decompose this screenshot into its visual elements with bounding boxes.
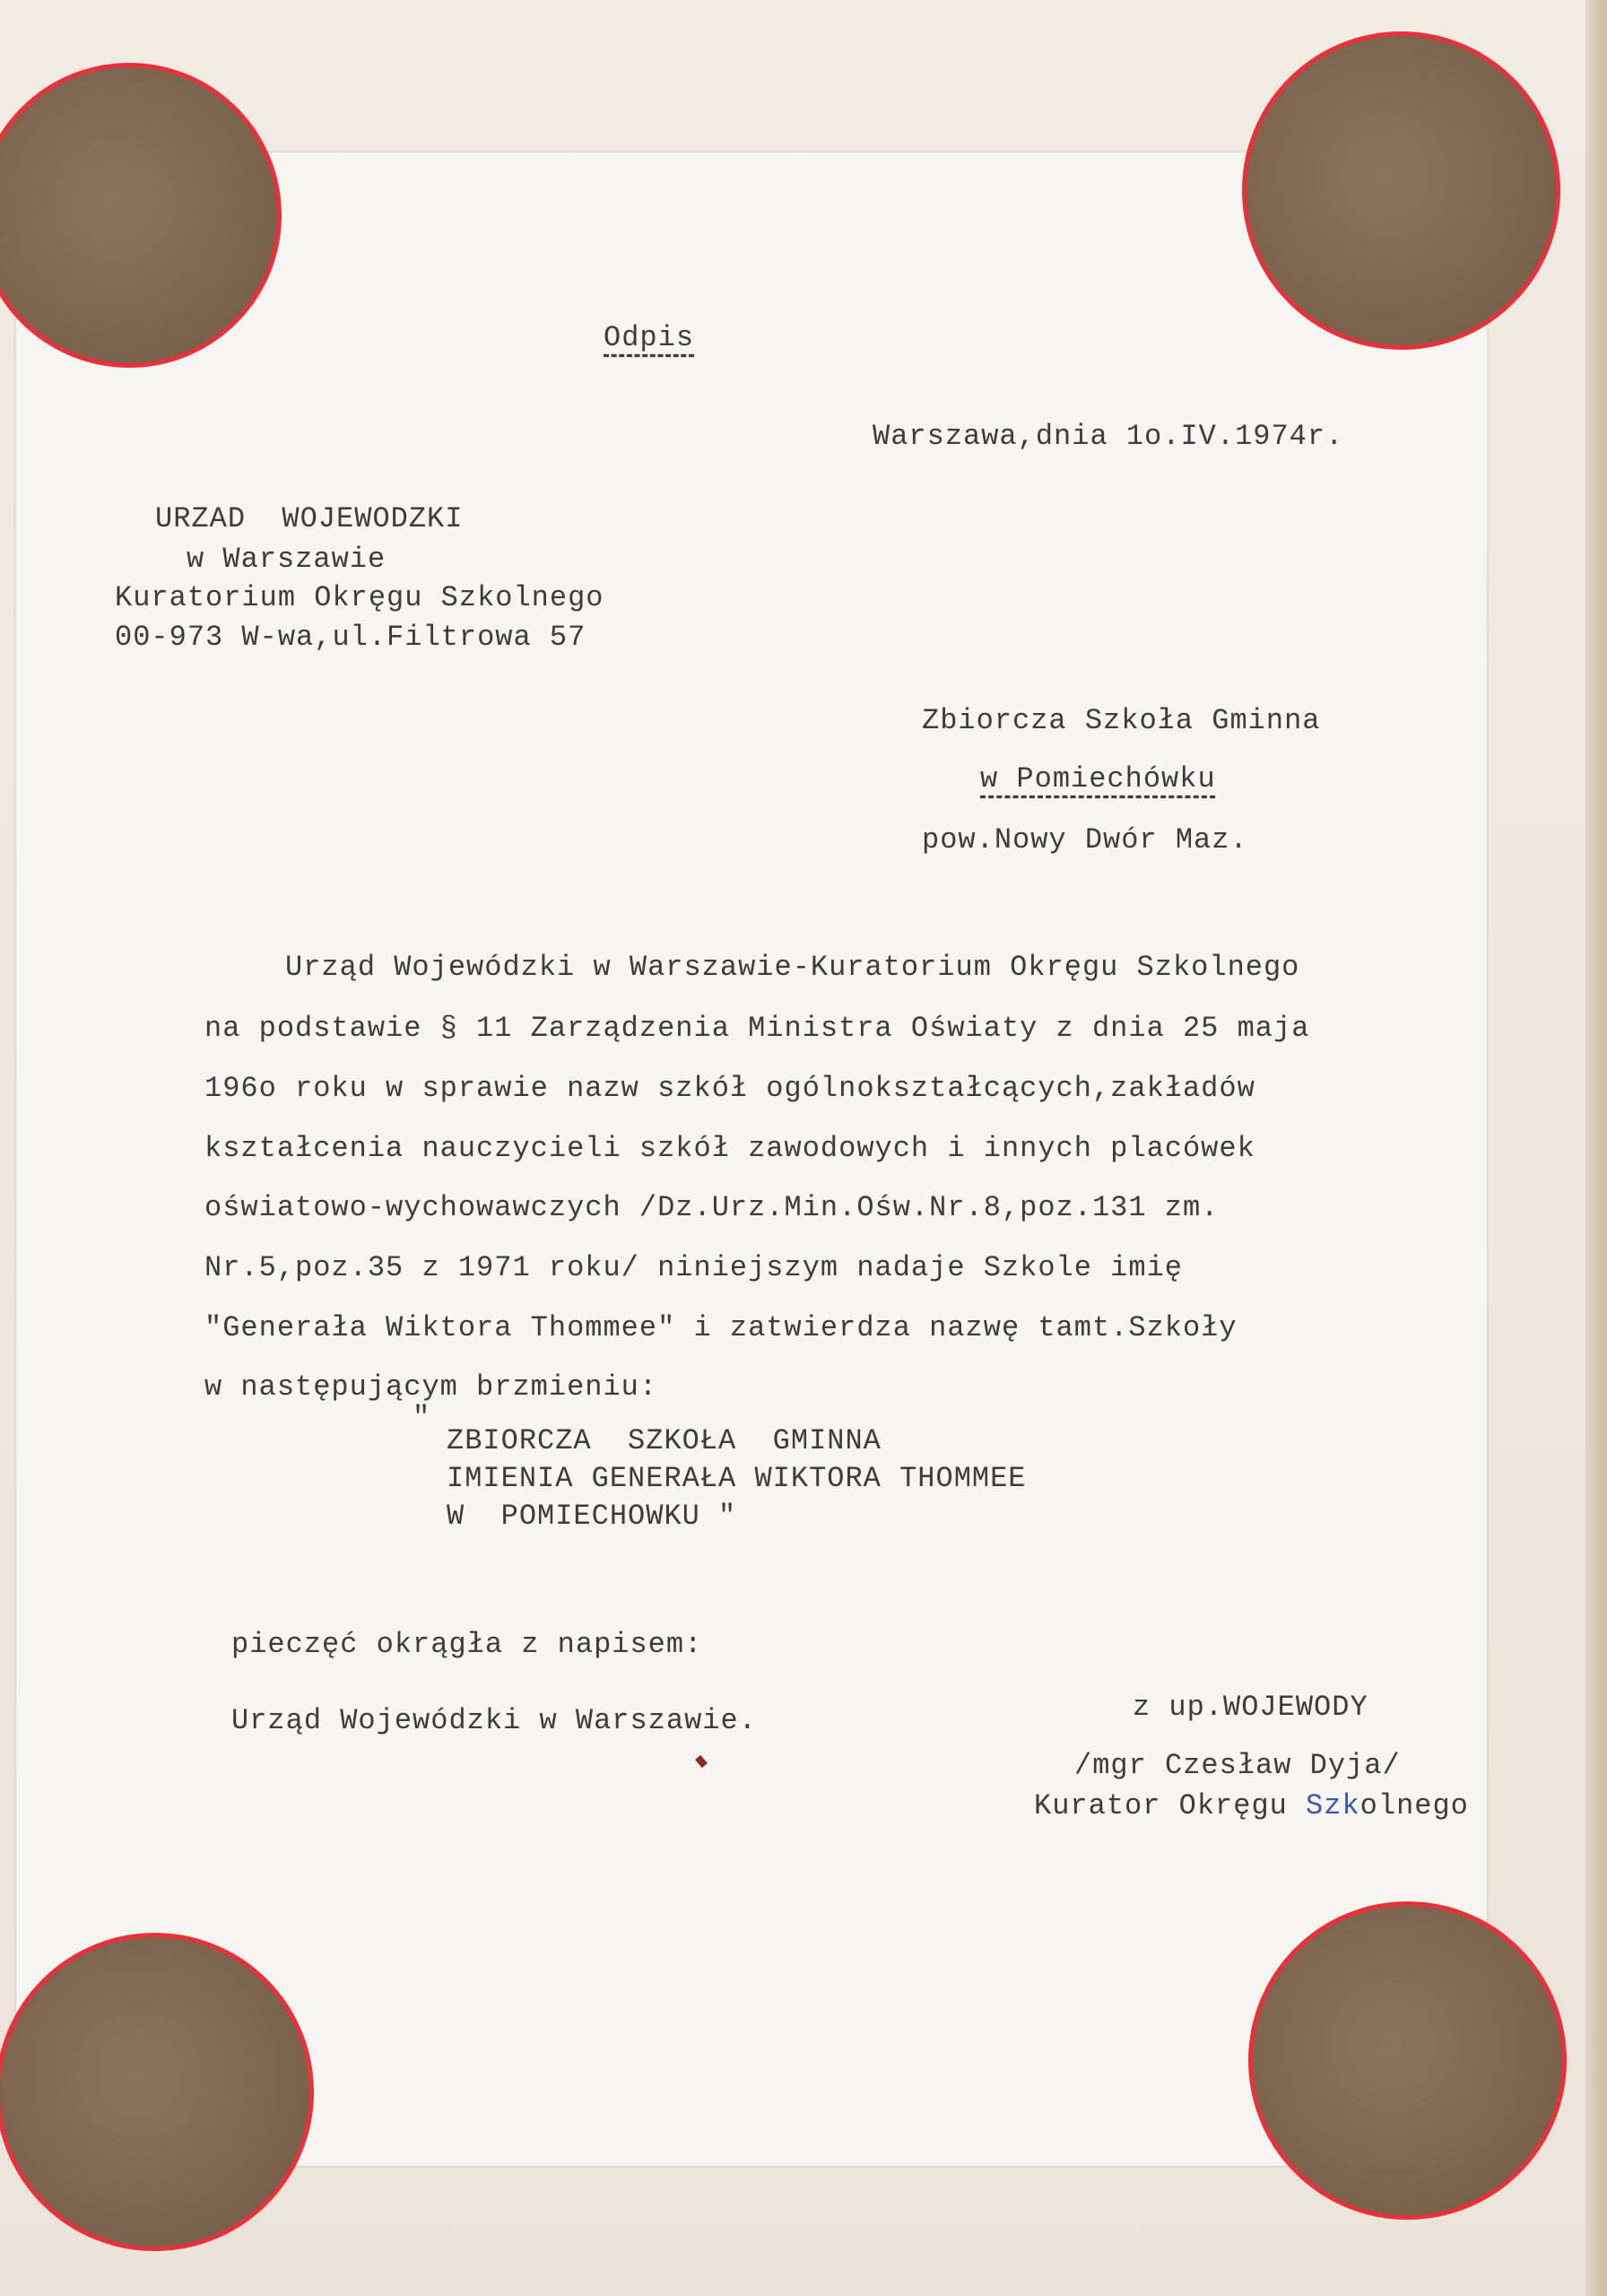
album-binding-edge xyxy=(1585,0,1607,2296)
seal-text: Urząd Wojewódzki w Warszawie. xyxy=(231,1704,757,1737)
body-line: kształcenia nauczycieli szkół zawodowych i innych placówek xyxy=(204,1132,1255,1165)
recipient-line-1: Zbiorcza Szkoła Gminna xyxy=(922,704,1321,737)
sender-line-2: w Warszawie xyxy=(187,543,387,576)
body-line: Nr.5,poz.35 z 1971 roku/ niniejszym nadaje Szkole imię xyxy=(204,1251,1183,1284)
sender-line-4: 00-973 W-wa,ul.Filtrowa 57 xyxy=(115,621,586,654)
photo-corner-bottom-right xyxy=(1248,1901,1567,2220)
signature-line-1: z up.WOJEWODY xyxy=(1133,1691,1368,1724)
place-date: Warszawa,dnia 1o.IV.1974r. xyxy=(873,420,1344,453)
sender-line-3: Kuratorium Okręgu Szkolnego xyxy=(115,581,604,614)
body-line: na podstawie § 11 Zarządzenia Ministra Oświaty z dnia 25 maja xyxy=(204,1012,1310,1045)
recipient-line-3: pow.Nowy Dwór Maz. xyxy=(922,823,1248,857)
sender-line-1: URZAD WOJEWODZKI xyxy=(155,502,464,535)
signature-line-3 xyxy=(1034,1789,1469,1822)
signature-correction: Szk xyxy=(1306,1789,1360,1822)
body-line: oświatowo-wychowawczych /Dz.Urz.Min.Ośw.Nr.8,poz.131 zm. xyxy=(204,1191,1220,1224)
photo-corner-bottom-left xyxy=(0,1933,314,2251)
school-name-line-3: W POMIECHOWKU " xyxy=(447,1500,737,1533)
body-line: 196o roku w sprawie nazw szkół ogólnokształcących,zakładów xyxy=(204,1072,1255,1105)
document-title: Odpis xyxy=(604,321,695,354)
school-name-line-2: IMIENIA GENERAŁA WIKTORA THOMMEE xyxy=(447,1462,1027,1495)
school-name-line-1: ZBIORCZA SZKOŁA GMINNA xyxy=(447,1424,882,1457)
body-line: "Generała Wiktora Thommee" i zatwierdza nazwę tamt.Szkoły xyxy=(204,1311,1238,1344)
body-line: Urząd Wojewódzki w Warszawie-Kuratorium Okręgu Szkolnego xyxy=(285,951,1300,984)
document-sheet xyxy=(16,152,1487,2166)
body-line: w następującym brzmieniu: xyxy=(204,1370,658,1404)
signature-line-3-prefix: Kurator Okręgu xyxy=(1034,1789,1307,1822)
signature-line-3-suffix: olnego xyxy=(1359,1789,1469,1822)
seal-label: pieczęć okrągła z napisem: xyxy=(231,1628,703,1661)
photo-corner-top-right xyxy=(1242,31,1560,350)
signature-line-2: /mgr Czesław Dyja/ xyxy=(1074,1749,1401,1782)
recipient-line-2: w Pomiechówku xyxy=(980,762,1216,796)
quote-mark: " xyxy=(413,1401,431,1434)
